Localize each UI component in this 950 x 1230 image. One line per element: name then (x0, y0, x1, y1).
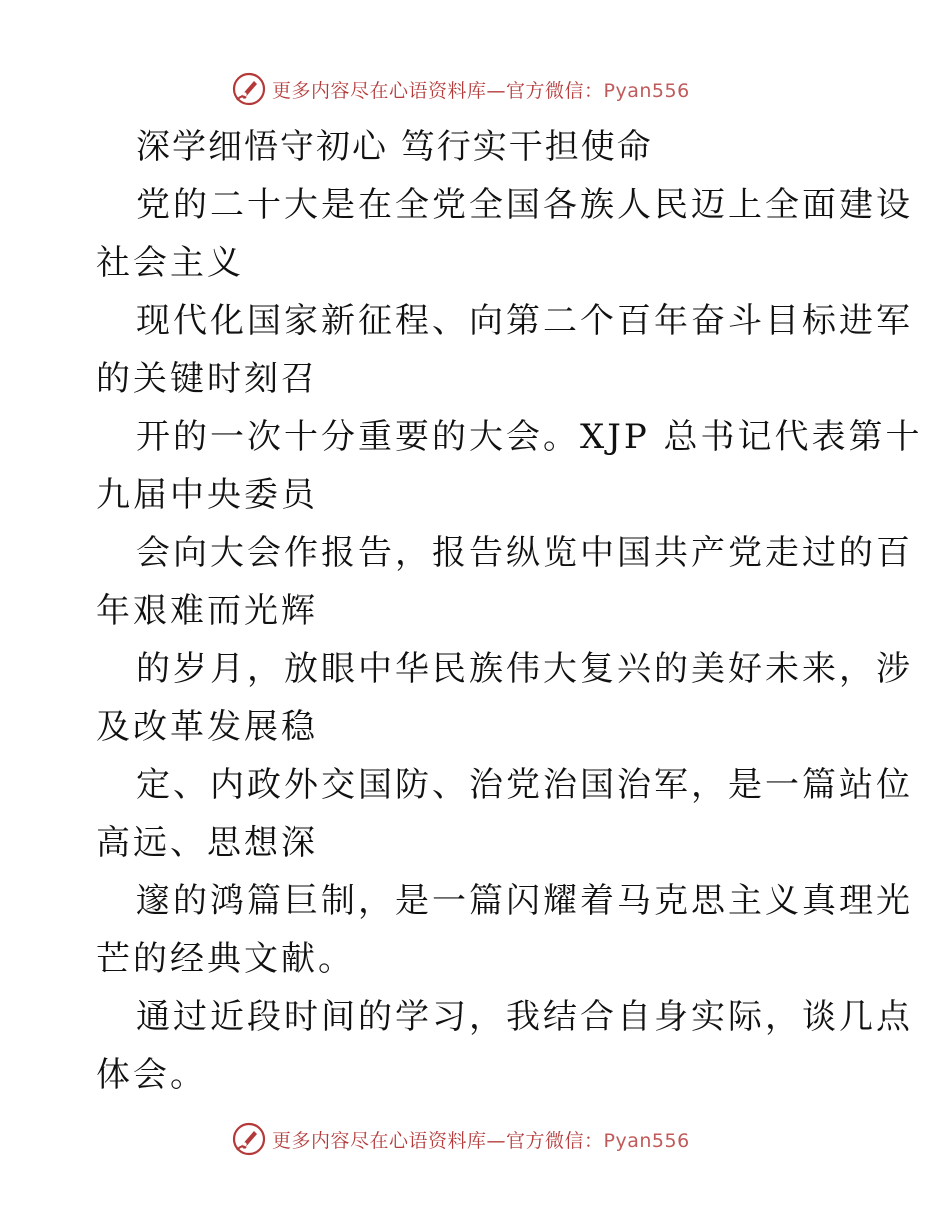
pen-nib-logo-icon (232, 1122, 266, 1156)
footer-banner (232, 1122, 752, 1156)
banner-dash: — (486, 79, 507, 102)
banner-wechat-id: Pyan556 (603, 79, 690, 102)
banner-wechat-label: 官方微信： (506, 1129, 604, 1152)
text-line: 的岁月，放眼中华民族伟大复兴的美好未来，涉 (136, 649, 913, 689)
banner-text (272, 1126, 690, 1153)
text-line: 及改革发展稳 (96, 707, 318, 747)
text-line: 体会。 (96, 1055, 207, 1095)
banner-site-text: 更多内容尽在心语资料库 (272, 1129, 487, 1152)
text-line: 通过近段时间的学习，我结合自身实际，谈几点 (136, 997, 913, 1037)
banner-site-text: 更多内容尽在心语资料库 (272, 79, 487, 102)
text-line: 社会主义 (96, 243, 244, 283)
banner-text (272, 76, 690, 103)
text-line: 党的二十大是在全党全国各族人民迈上全面建设 (136, 185, 913, 225)
banner-wechat-label: 官方微信： (506, 79, 604, 102)
text-line: 九届中央委员 (96, 475, 318, 515)
text-line: 邃的鸿篇巨制，是一篇闪耀着马克思主义真理光 (136, 881, 913, 921)
text-line: 芒的经典文献。 (96, 939, 355, 979)
banner-dash: — (486, 1129, 507, 1152)
text-line: 的关键时刻召 (96, 359, 318, 399)
document-body (96, 118, 923, 1104)
text-line: 会向大会作报告，报告纵览中国共产党走过的百 (136, 533, 913, 573)
banner-wechat-id: Pyan556 (603, 1129, 690, 1152)
text-line: 高远、思想深 (96, 823, 318, 863)
pen-nib-logo-icon (232, 72, 266, 106)
text-line: 开的一次十分重要的大会。XJP 总书记代表第十 (136, 417, 923, 457)
document-title: 深学细悟守初心 笃行实干担使命 (136, 127, 653, 167)
text-line: 现代化国家新征程、向第二个百年奋斗目标进军 (136, 301, 913, 341)
text-line: 年艰难而光辉 (96, 591, 318, 631)
header-banner (232, 72, 752, 106)
text-line: 定、内政外交国防、治党治国治军，是一篇站位 (136, 765, 913, 805)
